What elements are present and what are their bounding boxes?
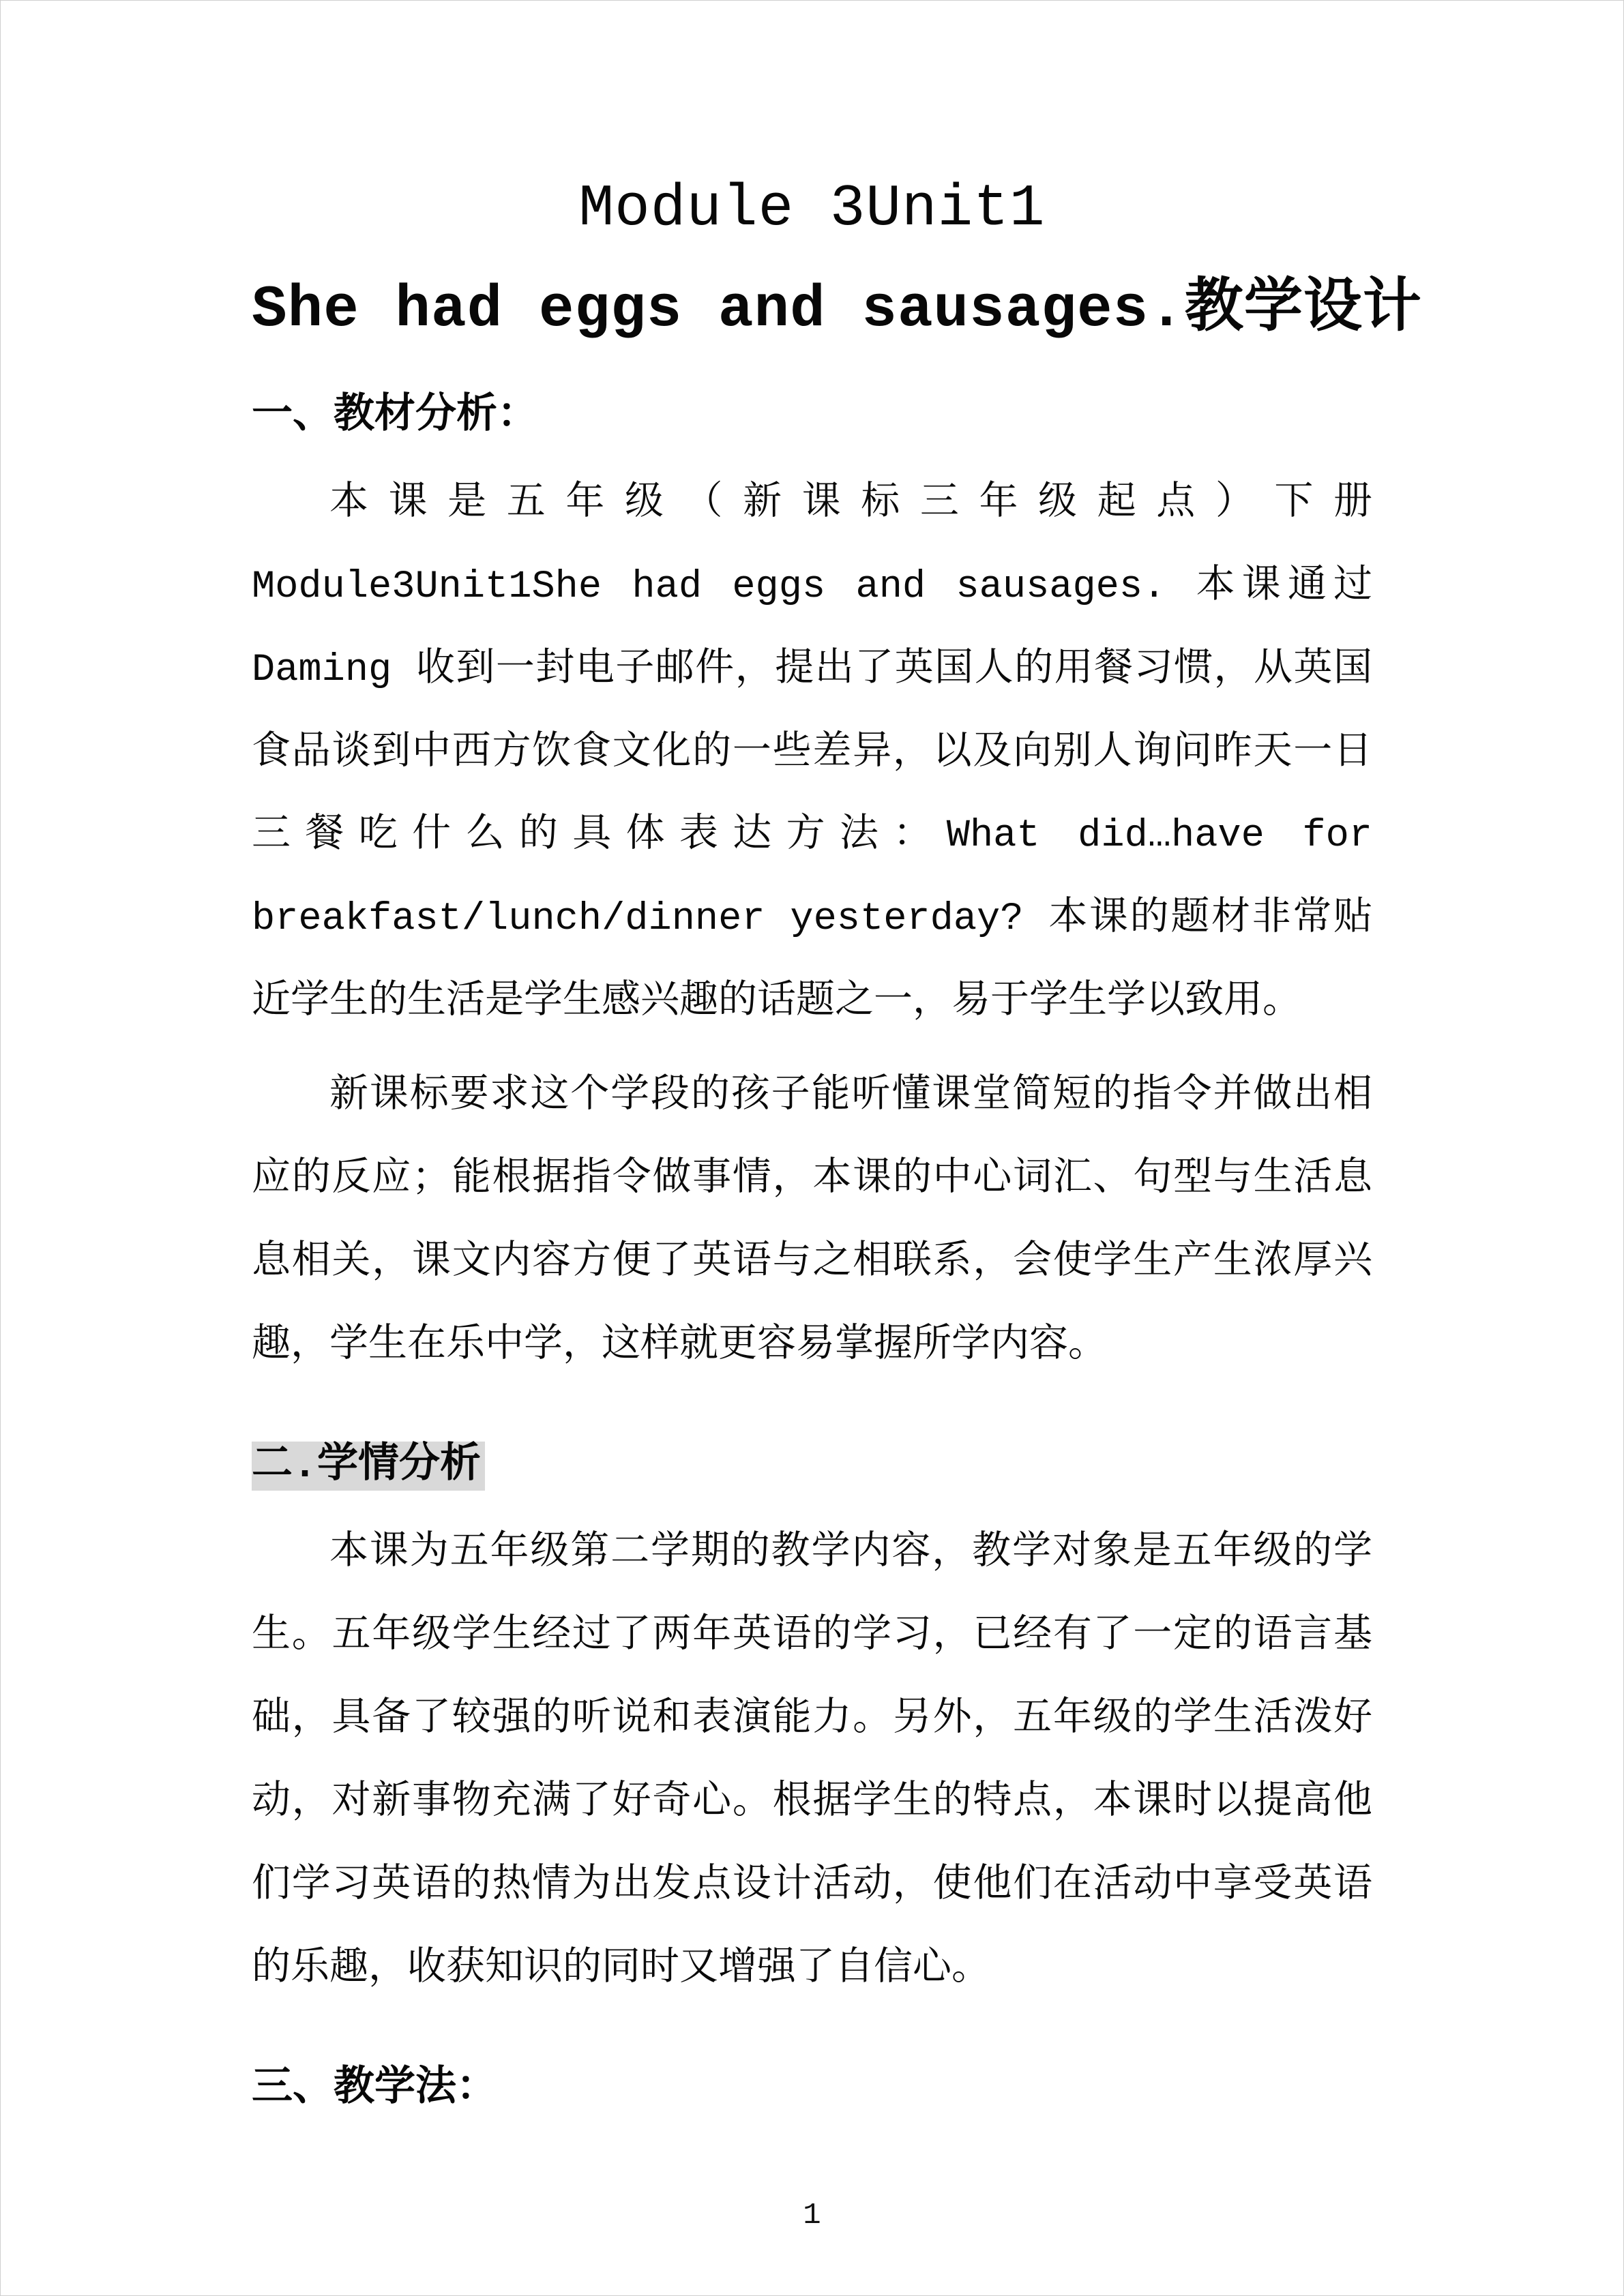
document-title-line2: She had eggs and sausages.教学设计 <box>252 275 1422 343</box>
page-number: 1 <box>803 2198 821 2233</box>
document-title-line1: Module 3Unit1 <box>578 175 1046 242</box>
section-1-paragraph-1: 本课是五年级（新课标三年级起点）下册 Module3Unit1She had eggs and sausages. 本课通过 Daming 收到一封电子邮件，提出了英国人的用餐习惯，从英国食品谈到中西方饮食文化的一些差异，以及向别人询问昨天一日三餐吃什么的具体表达方法：What did…have for breakfast/lunch/dinner yesterday? 本课的题材非常贴近学生的生活是学生感兴趣的话题之一，易于学生学以致用。 <box>252 481 1372 1025</box>
section-1-paragraph-2: 新课标要求这个学段的孩子能听懂课堂简短的指令并做出相应的反应；能根据指令做事情，本课的中心词汇、句型与生活息息相关，课文内容方便了英语与之相联系，会使学生产生浓厚兴趣，学生在乐中学，这样就更容易掌握所学内容。 <box>252 1075 1372 1369</box>
section-3-heading: 三、教学法： <box>252 2066 497 2113</box>
section-2-heading <box>252 1437 1372 1495</box>
section-1-heading: 一、教材分析： <box>252 393 538 440</box>
section-2-paragraph-1: 本课为五年级第二学期的教学内容，教学对象是五年级的学生。五年级学生经过了两年英语的学习，已经有了一定的语言基础，具备了较强的听说和表演能力。另外，五年级的学生活泼好动，对新事物充满了好奇心。根据学生的特点，本课时以提高他们学习英语的热情为出发点设计活动，使他们在活动中享受英语的乐趣，收获知识的同时又增强了自信心。 <box>252 1532 1372 1992</box>
section-2-heading-highlighted-text: 二.学情分析 <box>252 1442 485 1491</box>
